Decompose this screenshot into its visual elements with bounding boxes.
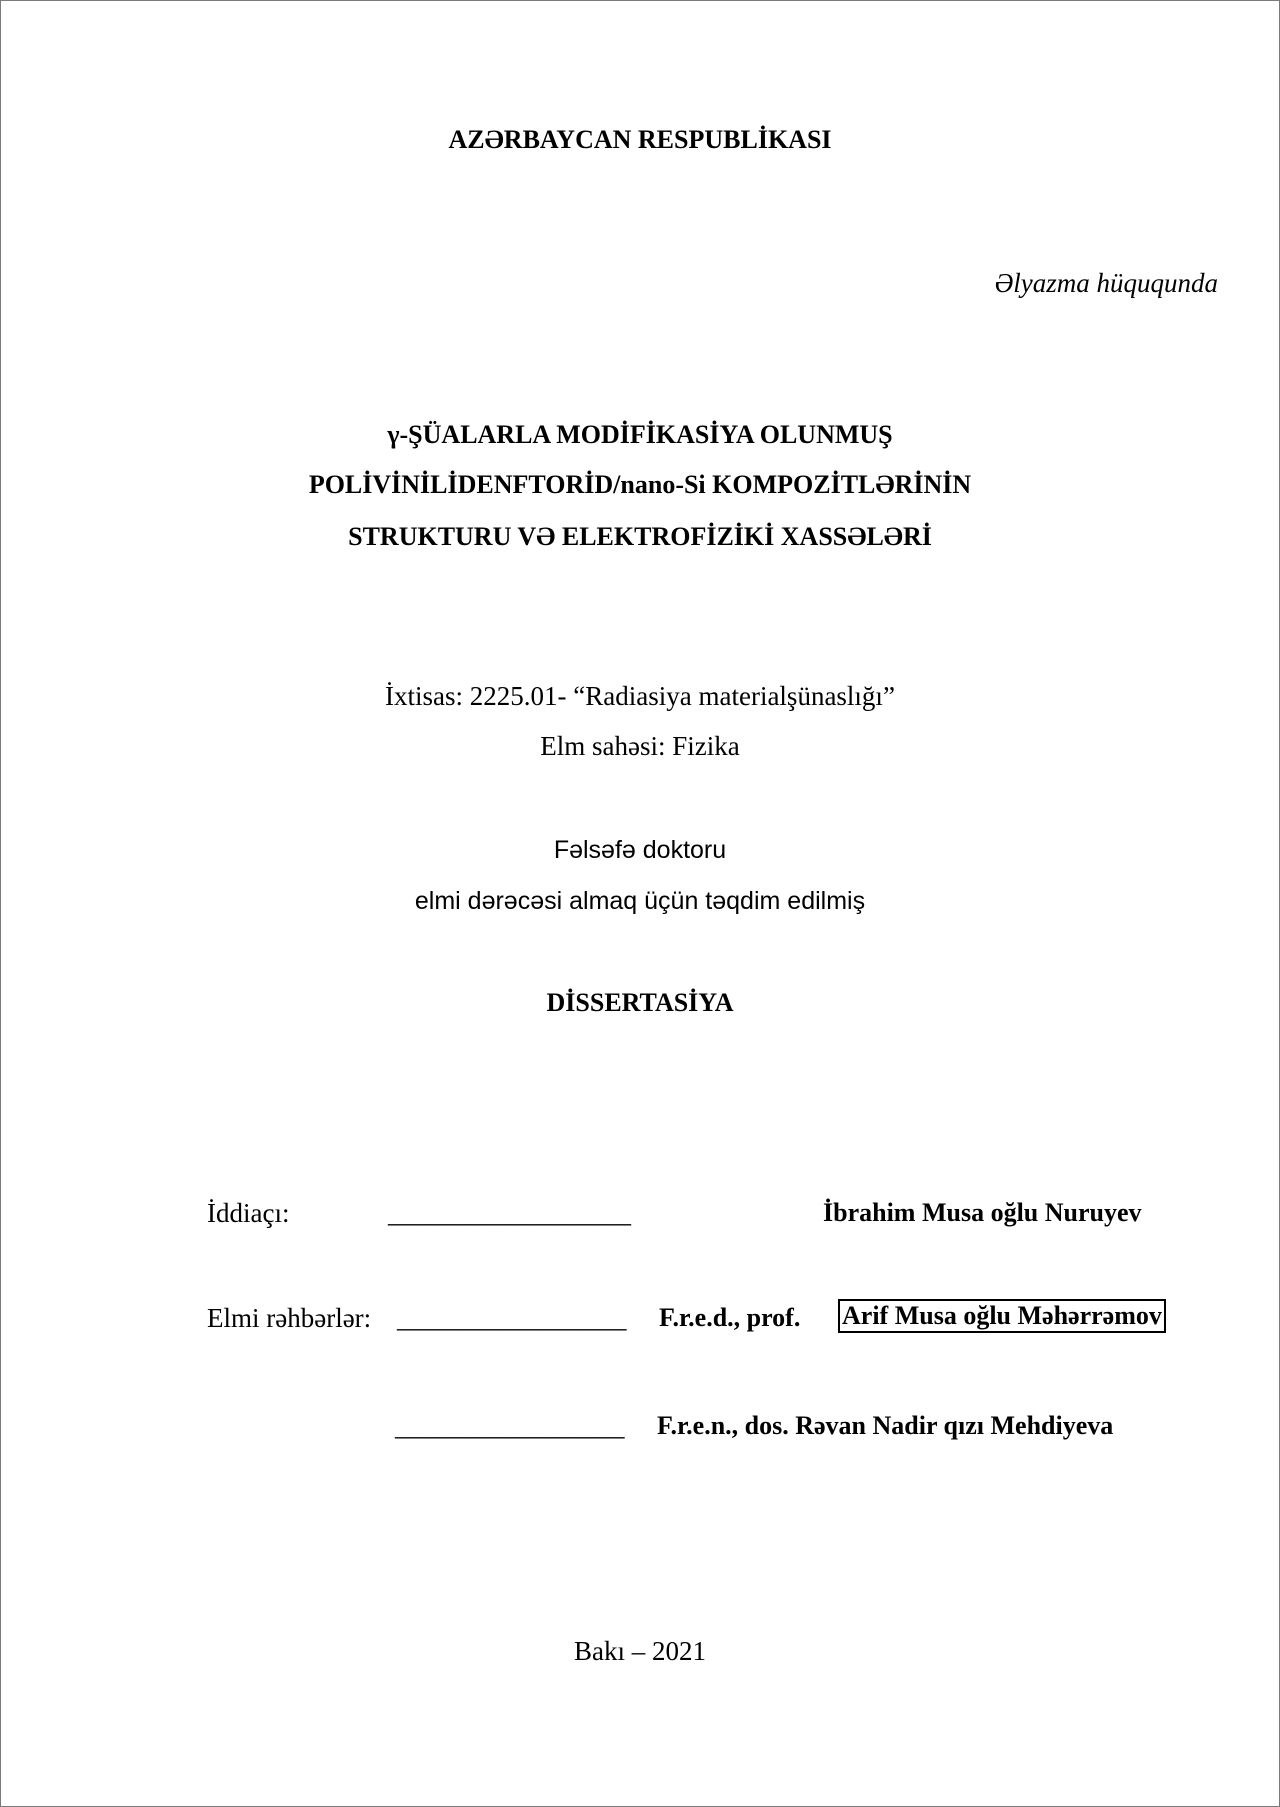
- applicant-signature-line: __________________: [388, 1198, 631, 1228]
- advisor1-title: F.r.e.d., prof.: [659, 1303, 801, 1332]
- manuscript-rights-label: Əlyazma hüququnda: [994, 268, 1218, 298]
- specialty-line: İxtisas: 2225.01- “Radiasiya materialşünaslığı”: [385, 681, 895, 711]
- degree-line-1: Fəlsəfə doktoru: [553, 836, 727, 864]
- title-line-3: STRUKTURU VƏ ELEKTROFİZİKİ XASSƏLƏRİ: [348, 522, 932, 551]
- degree-line-2: elmi dərəcəsi almaq üçün təqdim edilmiş: [414, 887, 866, 915]
- document-type-heading: DİSSERTASİYA: [546, 988, 734, 1017]
- applicant-label: İddiaçı:: [207, 1198, 290, 1228]
- advisor2-title-and-name: [657, 1411, 1113, 1441]
- advisor2-name: Rəvan Nadir qızı Mehdiyeva: [795, 1411, 1114, 1440]
- advisor2-signature-line: _________________: [395, 1411, 625, 1441]
- applicant-name: İbrahim Musa oğlu Nuruyev: [823, 1198, 1142, 1227]
- title-line-2: POLİVİNİLİDENFTORİD/nano-Si KOMPOZİTLƏRİNİN: [308, 470, 972, 499]
- country-heading: AZƏRBAYCAN RESPUBLİKASI: [448, 125, 832, 154]
- science-field-line: Elm sahəsi: Fizika: [540, 731, 740, 761]
- title-line-1: γ-ŞÜALARLA MODİFİKASİYA OLUNMUŞ: [387, 420, 893, 449]
- advisor1-signature-line: _________________: [397, 1303, 627, 1333]
- advisor2-title: F.r.e.n., dos.: [657, 1411, 789, 1440]
- place-year: Bakı – 2021: [574, 1636, 706, 1666]
- advisors-label: Elmi rəhbərlər:: [207, 1303, 372, 1333]
- advisor1-name: Arif Musa oğlu Məhərrəmov: [838, 1299, 1166, 1333]
